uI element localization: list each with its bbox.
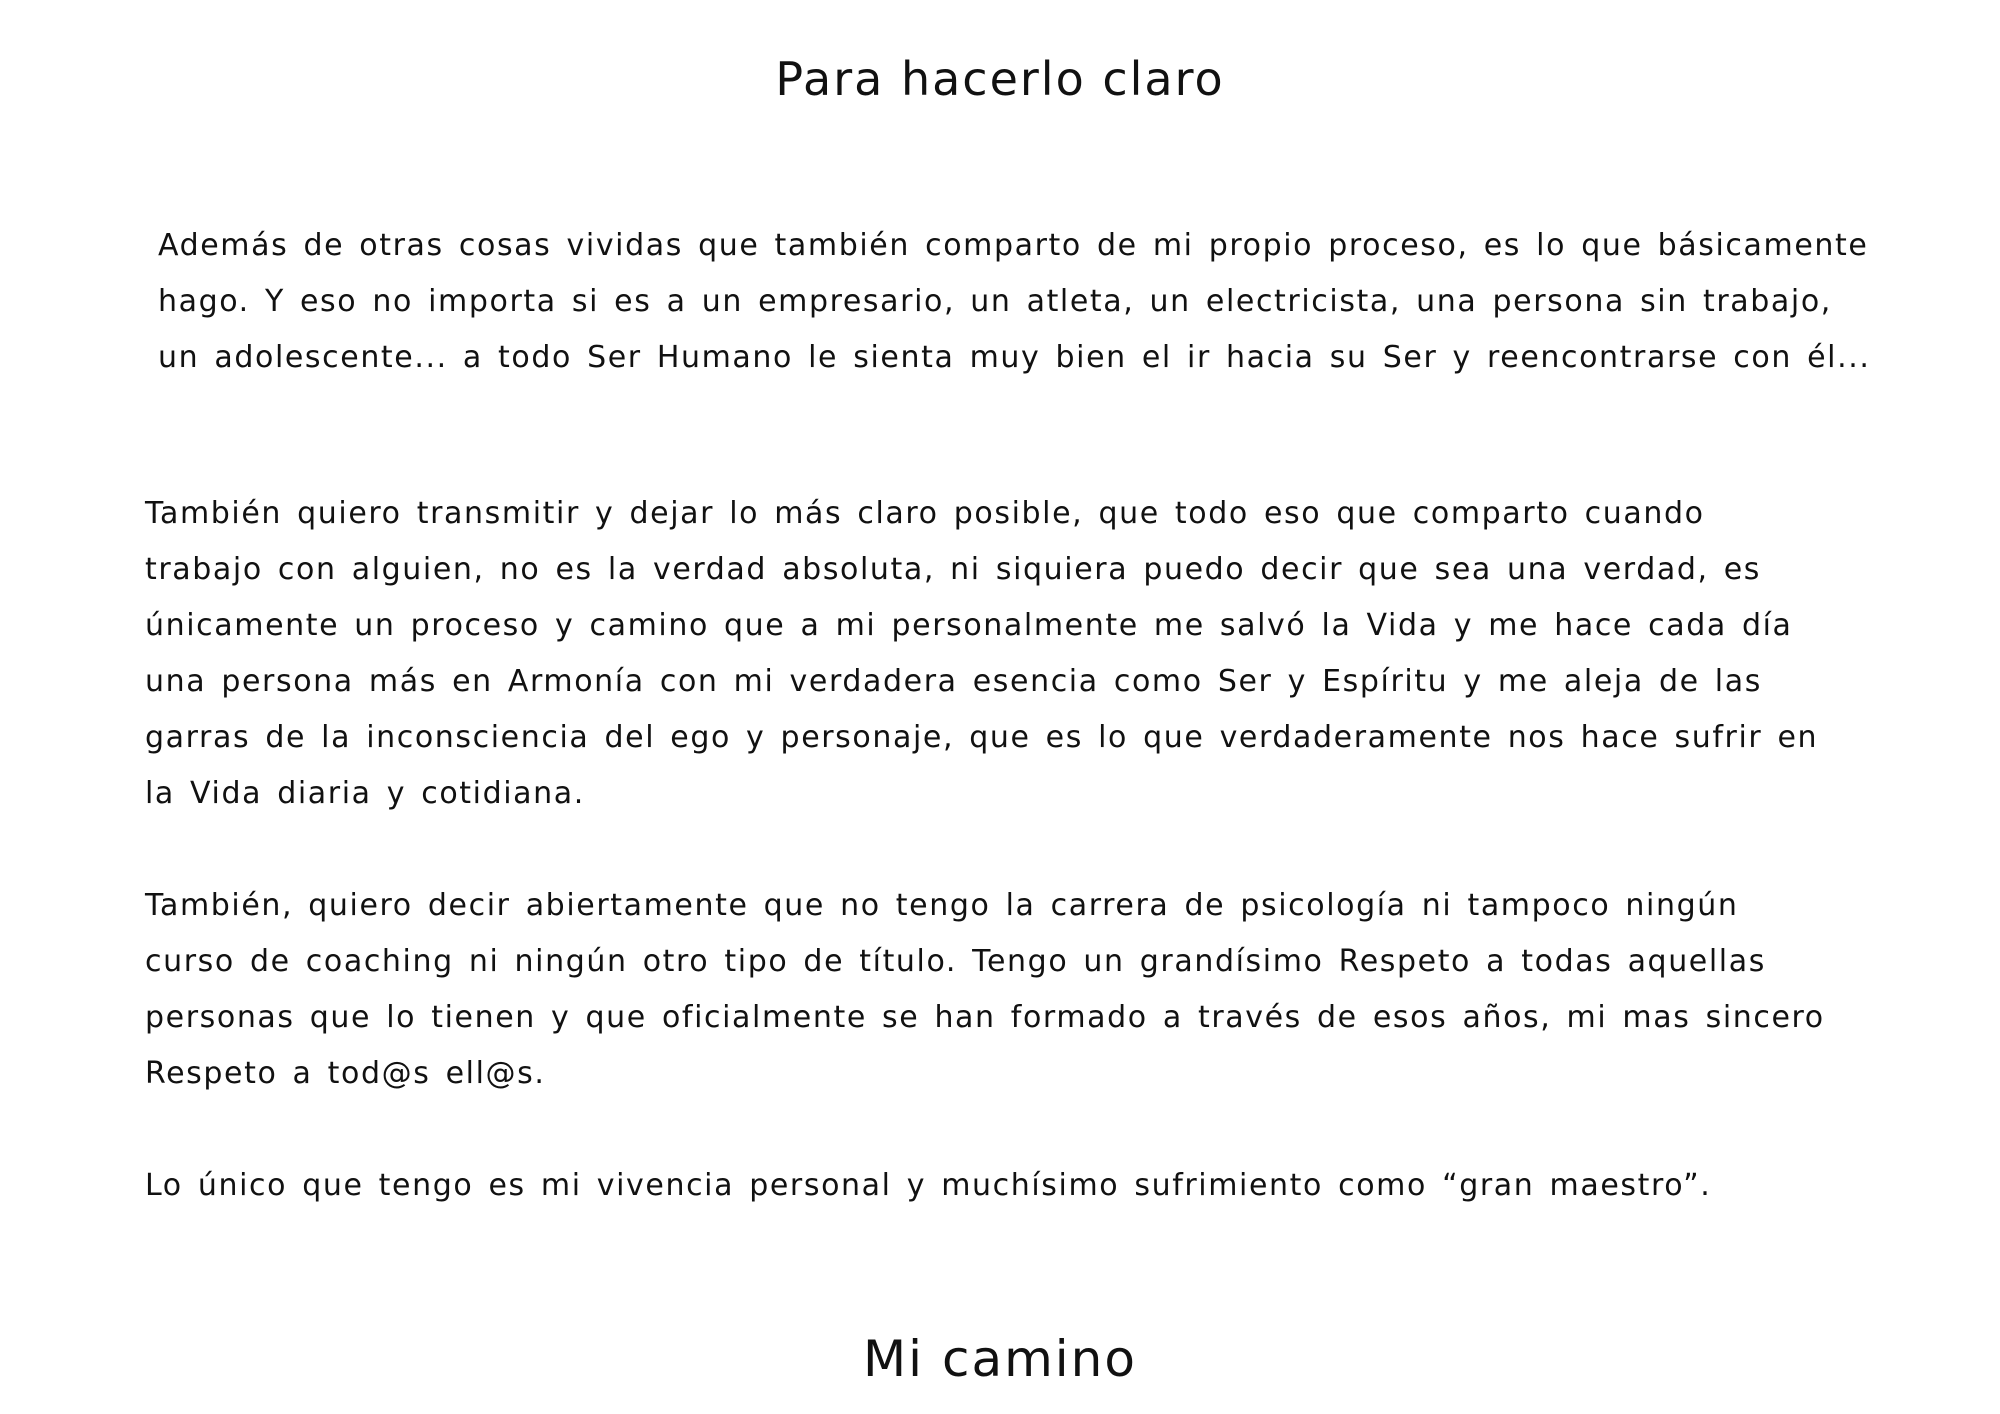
paragraph-line: También, quiero decir abiertamente que no tengo la carrera de psicología ni tampoco ningún	[145, 888, 1739, 923]
paragraph-line: hago. Y eso no importa si es a un empresario, un atleta, un electricista, una persona sin trabajo,	[158, 284, 1832, 319]
paragraph-line: trabajo con alguien, no es la verdad absoluta, ni siquiera puedo decir que sea una verdad, es	[145, 552, 1762, 587]
paragraph-line: garras de la inconsciencia del ego y personaje, que es lo que verdaderamente nos hace sufrir en	[145, 720, 1819, 755]
paragraph-line: la Vida diaria y cotidiana.	[145, 776, 585, 811]
section-title: Mi camino	[863, 1330, 1137, 1388]
paragraph-line: Además de otras cosas vividas que también comparto de mi propio proceso, es lo que básicamente	[158, 228, 1869, 263]
paragraph-line: También quiero transmitir y dejar lo más claro posible, que todo eso que comparto cuando	[145, 496, 1705, 531]
paragraph-line: únicamente un proceso y camino que a mi personalmente me salvó la Vida y me hace cada día	[145, 608, 1793, 643]
paragraph-line: Respeto a tod@s ell@s.	[145, 1056, 546, 1091]
paragraph-credentials	[145, 878, 1845, 1102]
paragraph-experience	[145, 1158, 1865, 1214]
paragraph-truth	[145, 486, 1845, 822]
paragraph-line: un adolescente... a todo Ser Humano le sienta muy bien el ir hacia su Ser y reencontrarse con él...	[158, 340, 1871, 375]
paragraph-line: curso de coaching ni ningún otro tipo de título. Tengo un grandísimo Respeto a todas aquellas	[145, 944, 1766, 979]
paragraph-line: personas que lo tienen y que oficialmente se han formado a través de esos años, mi mas sincero	[145, 1000, 1825, 1035]
paragraph-intro	[158, 218, 1918, 386]
paragraph-line: una persona más en Armonía con mi verdadera esencia como Ser y Espíritu y me aleja de las	[145, 664, 1762, 699]
page-title: Para hacerlo claro	[775, 52, 1225, 106]
paragraph-line: Lo único que tengo es mi vivencia personal y muchísimo sufrimiento como “gran maestro”.	[145, 1168, 1712, 1203]
